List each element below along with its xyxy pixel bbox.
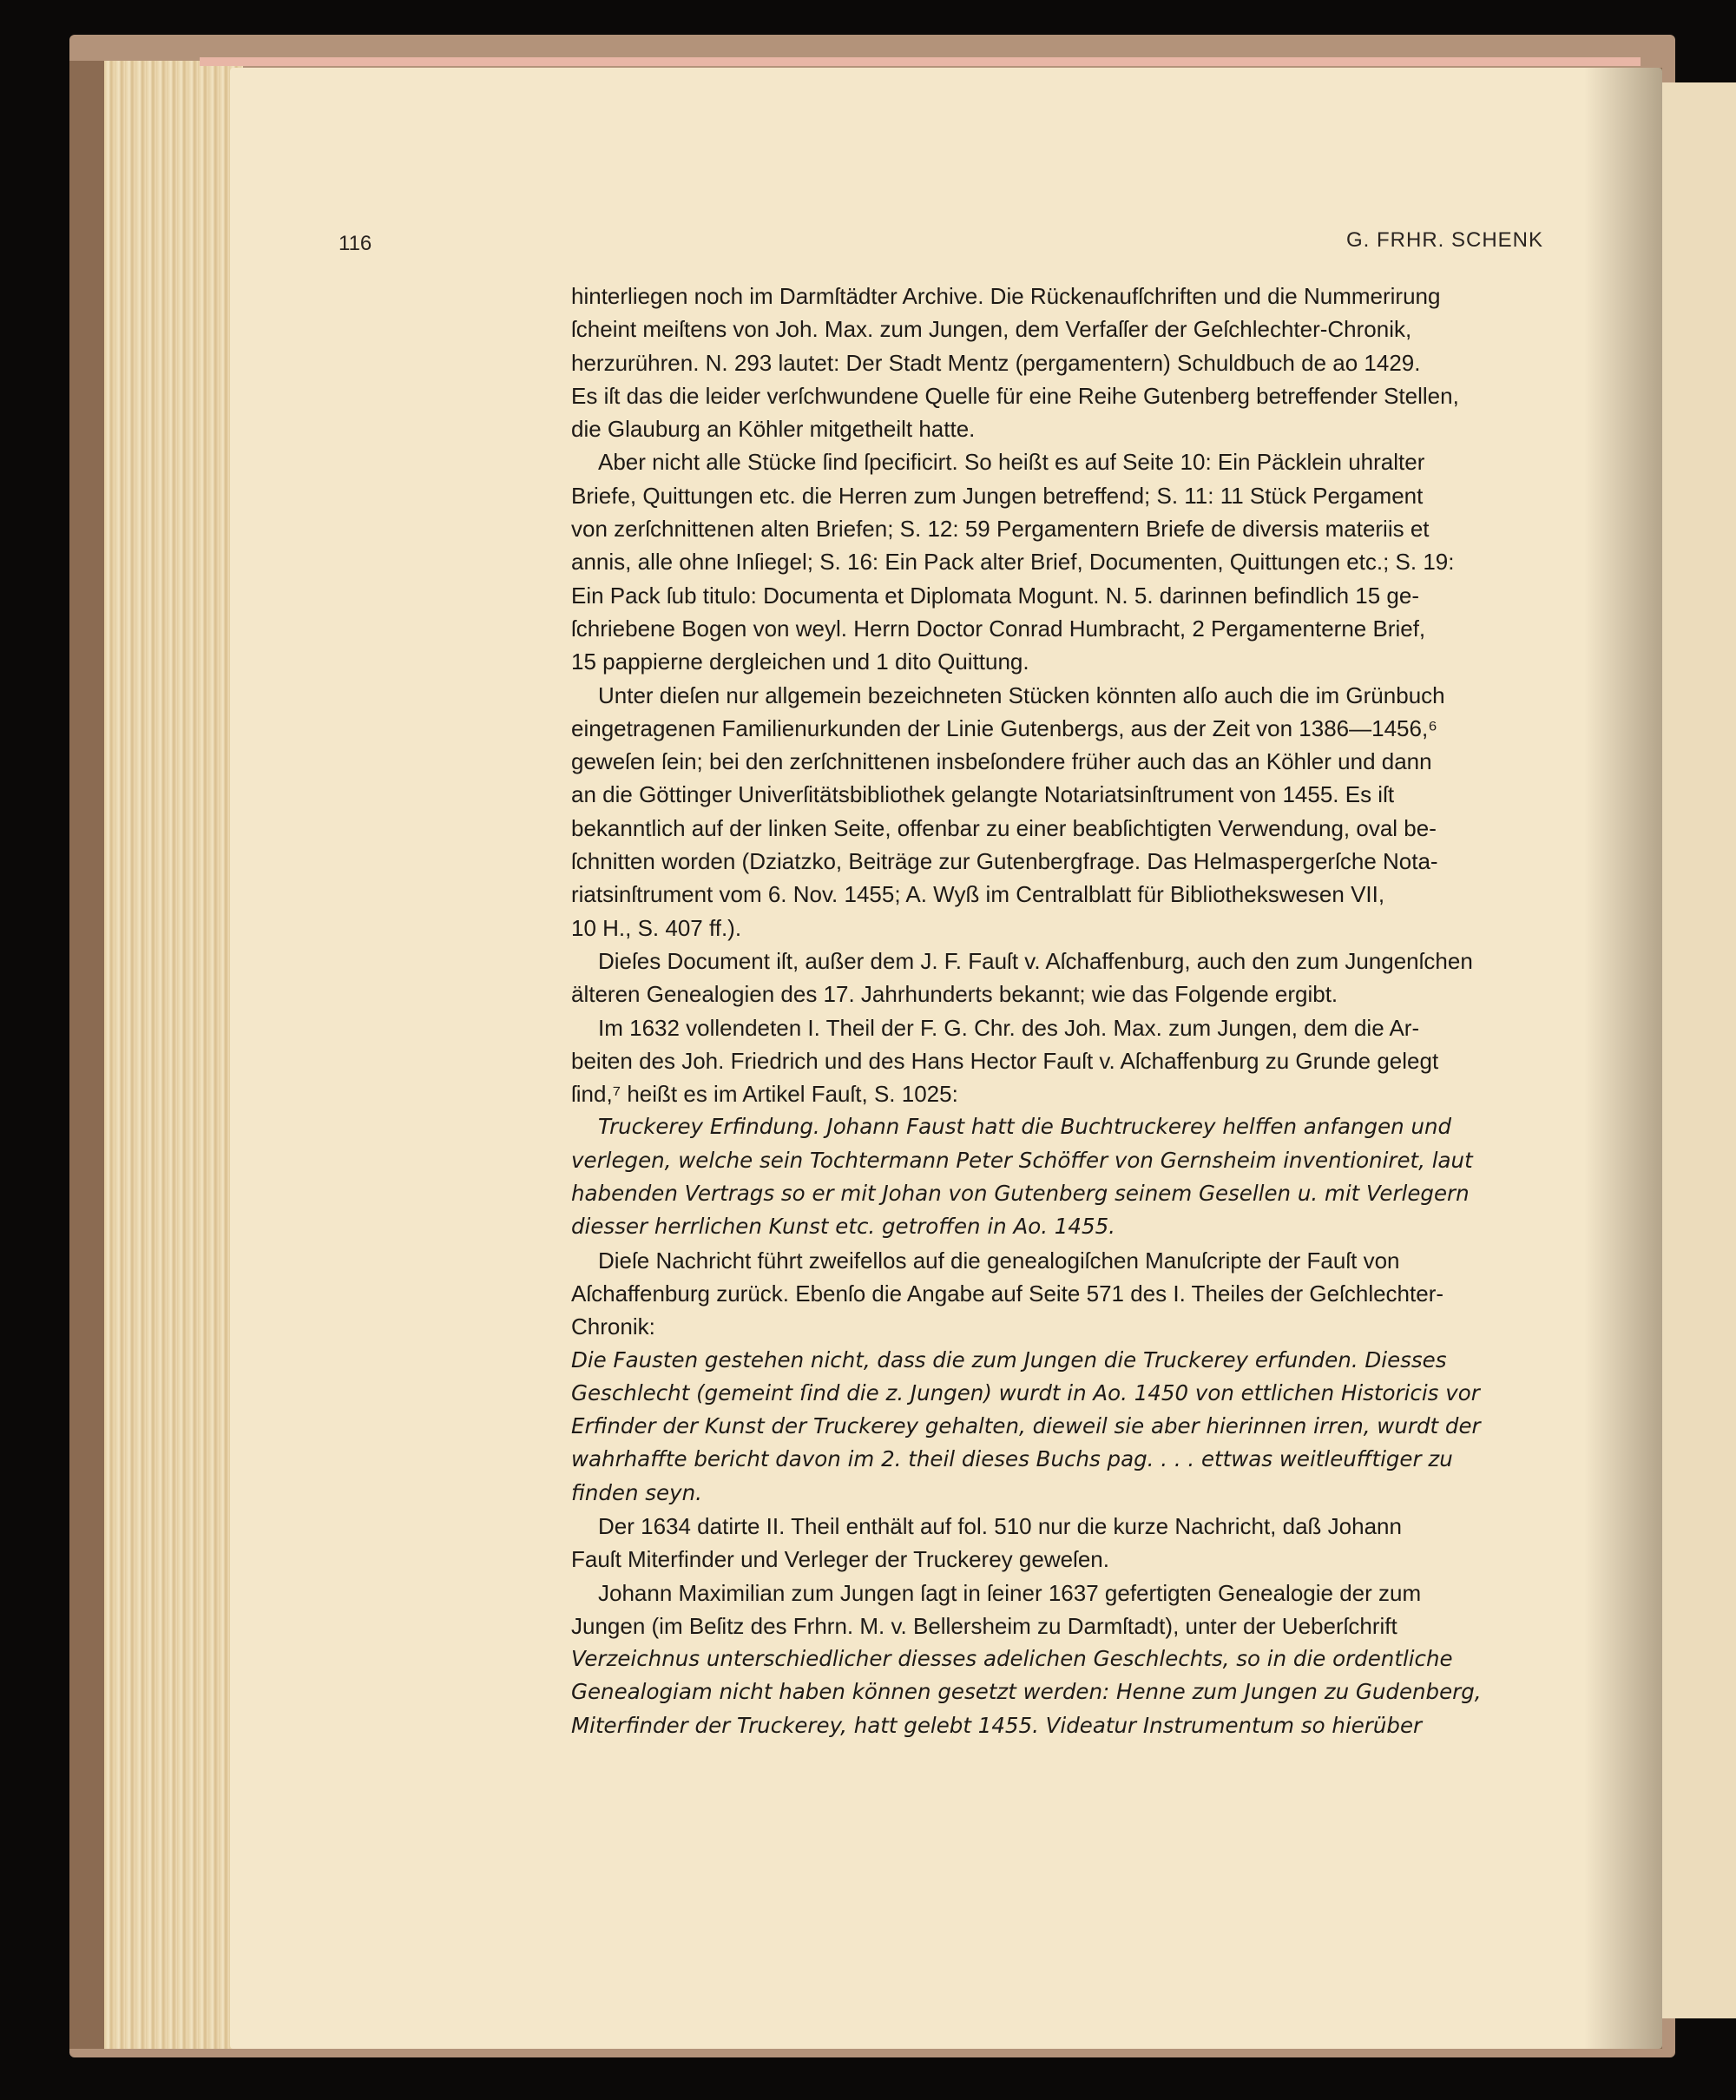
text-line: hinterliegen noch im Darmſtädter Archive. Die Rückenaufſchriften und die Nummerirung	[571, 283, 1441, 309]
text-line: ſchriebene Bogen von weyl. Herrn Doctor Conrad Humbracht, 2 Pergamenterne Brief,	[571, 615, 1426, 642]
text-line: Erfinder der Kunst der Truckerey gehalten, dieweil sie aber hierinnen irren, wurdt der	[571, 1413, 1481, 1439]
text-line: habenden Vertrags so er mit Johan von Gutenberg seinem Gesellen u. mit Verlegern	[571, 1181, 1470, 1207]
text-line: Truckerey Erfindung. Johann Faust hatt die Buchtruckerey helffen anfangen und	[598, 1114, 1452, 1140]
text-line: die Glauburg an Köhler mitgetheilt hatte.	[571, 416, 976, 443]
text-line: Johann Maximilian zum Jungen ſagt in ſeiner 1637 gefertigten Genealogie der zum	[598, 1579, 1422, 1606]
text-line: Es iſt das die leider verſchwundene Quelle für eine Reihe Gutenberg betreffender Stellen,	[571, 382, 1459, 409]
text-line: eingetragenen Familienurkunden der Linie Gutenbergs, aus der Zeit von 1386—1456,⁶	[571, 714, 1437, 741]
text-line: 15 pappierne dergleichen und 1 dito Quittung.	[571, 648, 1029, 675]
text-line: finden seyn.	[571, 1479, 702, 1505]
text-line: geweſen ſein; bei den zerſchnittenen insbeſondere früher auch das an Köhler und dann	[571, 748, 1432, 775]
text-line: Genealogiam nicht haben können gesetzt werden: Henne zum Jungen zu Gudenberg,	[571, 1679, 1482, 1705]
text-line: Miterfinder der Truckerey, hatt gelebt 1455. Videatur Instrumentum so hierüber	[571, 1712, 1423, 1738]
text-line: von zerſchnittenen alten Briefen; S. 12: 59 Pergamentern Briefe de diversis materiis et	[571, 516, 1430, 543]
text-line: diesser herrlichen Kunst etc. getroffen in Ao. 1455.	[571, 1214, 1115, 1240]
text-line: Geschlecht (gemeint ſind die z. Jungen) wurdt in Ao. 1450 von ettlichen Historicis vor	[571, 1379, 1480, 1405]
cover-edge	[69, 61, 104, 2049]
text-line: 10 H., S. 407 ff.).	[571, 914, 742, 941]
text-line: Jungen (im Beſitz des Frhrn. M. v. Bellersheim zu Darmſtadt), unter der Ueberſchrift	[571, 1612, 1397, 1639]
text-line: Aber nicht alle Stücke ſind ſpecificirt. So heißt es auf Seite 10: Ein Päcklein uhralter	[598, 449, 1425, 476]
text-line: ſind,⁷ heißt es im Artikel Fauſt, S. 1025:	[571, 1081, 958, 1108]
text-line: herzurühren. N. 293 lautet: Der Stadt Mentz (pergamentern) Schuldbuch de ao 1429.	[571, 349, 1421, 376]
body-text	[571, 280, 1550, 1742]
gutter-shadow	[1584, 68, 1662, 2049]
text-line: ſchnitten worden (Dziatzko, Beiträge zur Gutenbergfrage. Das Helmaspergerſche Nota-	[571, 848, 1438, 875]
text-line: Fauſt Miterfinder und Verleger der Truckerey geweſen.	[571, 1546, 1109, 1573]
text-line: Dieſes Document iſt, außer dem J. F. Fauſt v. Aſchaffenburg, auch den zum Jungenſchen	[598, 947, 1473, 974]
text-line: Aſchaffenburg zurück. Ebenſo die Angabe auf Seite 571 des I. Theiles der Geſchlechter-	[571, 1280, 1444, 1307]
text-line: Verzeichnus unterschiedlicher diesses adelichen Geschlechts, so in die ordentliche	[571, 1646, 1453, 1672]
text-line: Dieſe Nachricht führt zweifellos auf die genealogiſchen Manuſcripte der Fauſt von	[598, 1247, 1400, 1274]
text-line: Chronik:	[571, 1313, 655, 1340]
text-line: verlegen, welche sein Tochtermann Peter Schöffer von Gernsheim inventioniret, laut	[571, 1147, 1473, 1173]
top-page-edge	[200, 57, 1641, 66]
text-line: bekanntlich auf der linken Seite, offenbar zu einer beabſichtigten Verwendung, oval be-	[571, 814, 1437, 841]
text-line: Unter dieſen nur allgemein bezeichneten Stücken könnten alſo auch die im Grünbuch	[598, 681, 1445, 708]
text-line: Im 1632 vollendeten I. Theil der F. G. Chr. des Joh. Max. zum Jungen, dem die Ar-	[598, 1014, 1420, 1041]
text-line: Die Fausten gestehen nicht, dass die zum Jungen die Truckerey erfunden. Diesses	[571, 1346, 1447, 1373]
page-header	[339, 221, 1543, 256]
text-line: ſcheint meiſtens von Joh. Max. zum Jungen, dem Verfaſſer der Geſchlechter-Chronik,	[571, 316, 1412, 343]
facing-page-edge	[1654, 82, 1736, 2018]
text-line: Ein Pack ſub titulo: Documenta et Diplomata Mogunt. N. 5. darinnen befindlich 15 ge-	[571, 582, 1419, 609]
text-line: riatsinſtrument vom 6. Nov. 1455; A. Wyß im Centralblatt für Bibliothekswesen VII,	[571, 881, 1385, 908]
text-line: wahrhaffte bericht davon im 2. theil dieses Buchs pag. . . . ettwas weitleufftiger zu	[571, 1446, 1453, 1472]
page-edges	[104, 61, 243, 2049]
text-line: beiten des Joh. Friedrich und des Hans Hector Fauſt v. Aſchaffenburg zu Grunde gelegt	[571, 1047, 1439, 1074]
text-line: an die Göttinger Univerſitätsbibliothek gelangte Notariatsinſtrument von 1455. Es iſt	[571, 781, 1395, 808]
running-head: G. FRHR. SCHENK	[1345, 228, 1543, 252]
text-line: älteren Genealogien des 17. Jahrhunderts bekannt; wie das Folgende ergibt.	[571, 981, 1338, 1008]
page-number: 116	[339, 232, 372, 255]
text-line: Briefe, Quittungen etc. die Herren zum Jungen betreffend; S. 11: 11 Stück Pergament	[571, 482, 1424, 509]
text-line: Der 1634 datirte II. Theil enthält auf fol. 510 nur die kurze Nachricht, daß Johann	[598, 1512, 1402, 1539]
text-line: annis, alle ohne Inſiegel; S. 16: Ein Pack alter Brief, Documenten, Quittungen etc.; S. 19:	[571, 549, 1455, 576]
